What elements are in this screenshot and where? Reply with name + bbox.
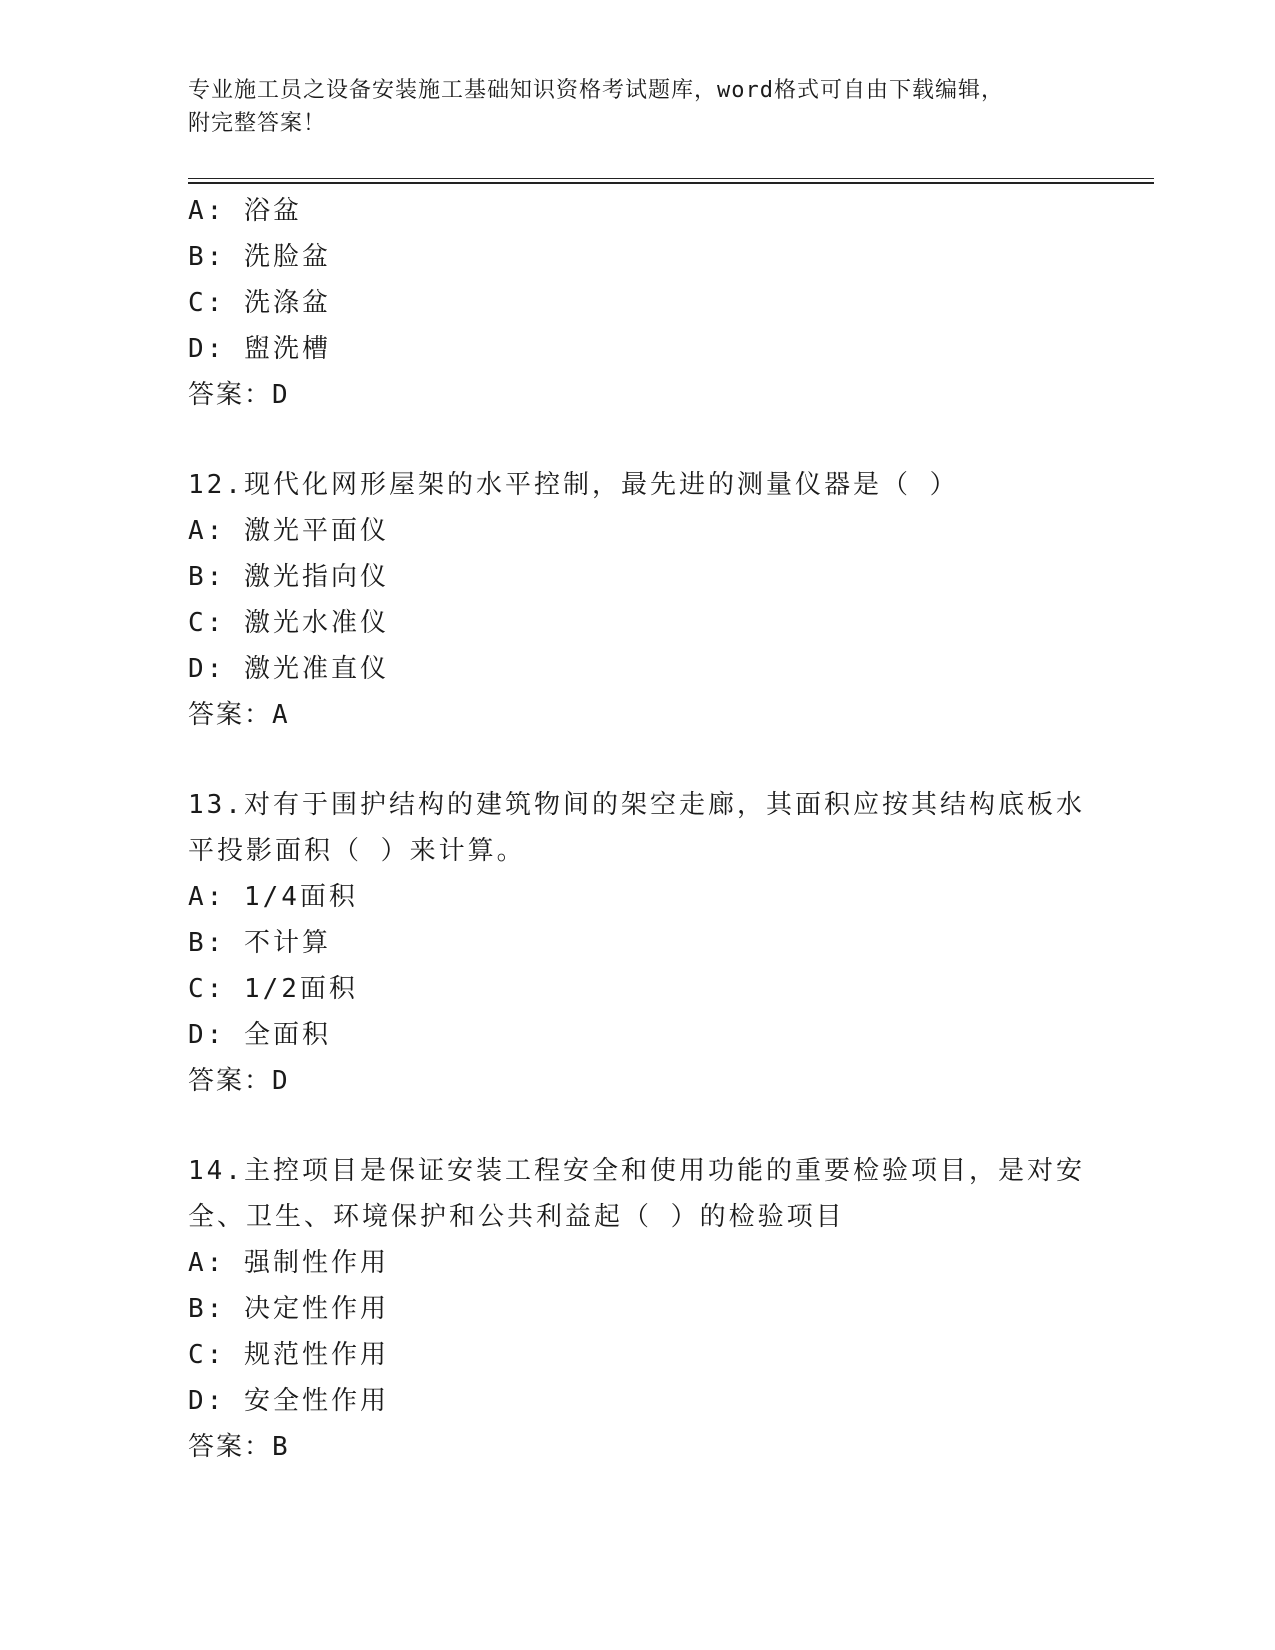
option-c: C: 1/2面积 xyxy=(188,974,358,1004)
question-stem-line-2: 平投影面积（ ）来计算。 xyxy=(188,836,526,866)
question-12 xyxy=(188,462,1088,738)
option-a: A: 1/4面积 xyxy=(188,882,358,912)
question-stem-line-2: 全、卫生、环境保护和公共利益起（ ）的检验项目 xyxy=(188,1202,845,1232)
question-stem: 12.现代化网形屋架的水平控制，最先进的测量仪器是（ ） xyxy=(188,470,959,500)
question-stem-line-1: 14.主控项目是保证安装工程安全和使用功能的重要检验项目，是对安 xyxy=(188,1156,1085,1186)
document-header xyxy=(188,74,1068,140)
spacer xyxy=(188,738,1088,782)
answer-line: 答案：D xyxy=(188,1066,290,1096)
option-b: B: 不计算 xyxy=(188,928,331,958)
question-11 xyxy=(188,188,1088,418)
option-d: D: 盥洗槽 xyxy=(188,334,331,364)
header-line-1: 专业施工员之设备安装施工基础知识资格考试题库，word格式可自由下载编辑， xyxy=(188,78,1004,103)
option-c: C: 激光水准仪 xyxy=(188,608,389,638)
header-divider-thick xyxy=(188,182,1154,184)
option-b: B: 决定性作用 xyxy=(188,1294,389,1324)
option-c: C: 规范性作用 xyxy=(188,1340,389,1370)
option-d: D: 激光准直仪 xyxy=(188,654,389,684)
option-b: B: 激光指向仪 xyxy=(188,562,389,592)
option-a: A: 浴盆 xyxy=(188,196,302,226)
answer-line: 答案：B xyxy=(188,1432,290,1462)
answer-line: 答案：A xyxy=(188,700,290,730)
question-list xyxy=(188,188,1088,1470)
option-a: A: 强制性作用 xyxy=(188,1248,389,1278)
question-13 xyxy=(188,782,1088,1104)
option-c: C: 洗涤盆 xyxy=(188,288,331,318)
option-b: B: 洗脸盆 xyxy=(188,242,331,272)
question-14 xyxy=(188,1148,1088,1470)
option-a: A: 激光平面仪 xyxy=(188,516,389,546)
question-stem-line-1: 13.对有于围护结构的建筑物间的架空走廊，其面积应按其结构底板水 xyxy=(188,790,1085,820)
spacer xyxy=(188,1104,1088,1148)
spacer xyxy=(188,418,1088,462)
option-d: D: 全面积 xyxy=(188,1020,331,1050)
answer-line: 答案：D xyxy=(188,380,290,410)
option-d: D: 安全性作用 xyxy=(188,1386,389,1416)
header-line-2: 附完整答案！ xyxy=(188,111,327,136)
header-divider-thin xyxy=(188,178,1154,179)
